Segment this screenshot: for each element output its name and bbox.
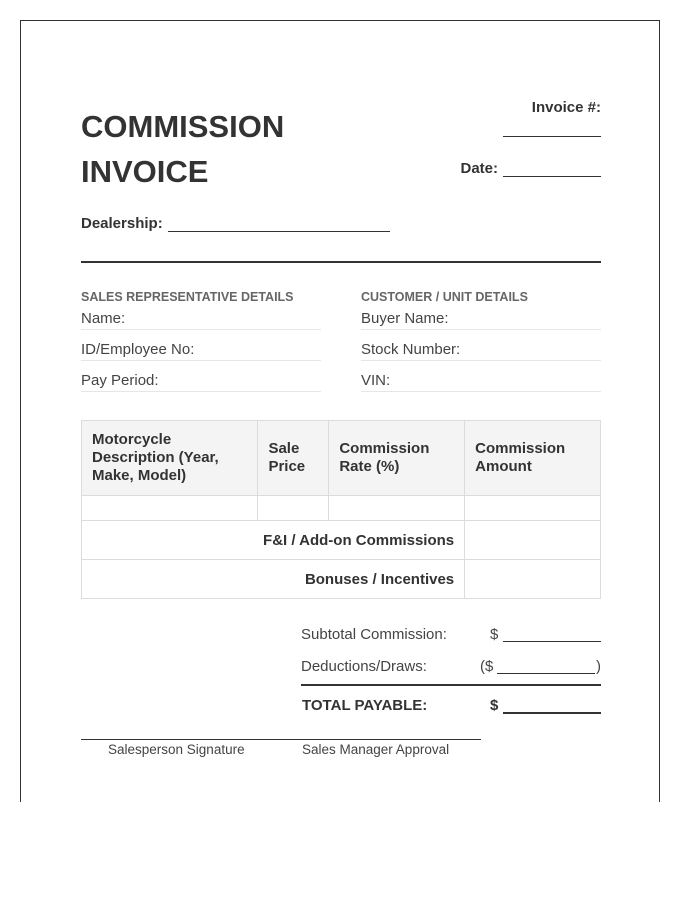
deductions-prefix: ($ xyxy=(480,658,494,675)
fi-addon-amount-cell[interactable] xyxy=(465,521,601,560)
table-header-row xyxy=(82,421,601,496)
table-row xyxy=(82,521,601,560)
bonuses-amount-cell[interactable] xyxy=(465,560,601,599)
total-payable-label: TOTAL PAYABLE: xyxy=(302,697,428,714)
dealership-label: Dealership: xyxy=(81,215,163,232)
date-row xyxy=(460,160,601,177)
subtotal-field[interactable] xyxy=(503,641,601,642)
fi-addon-label: F&I / Add-on Commissions xyxy=(82,521,465,560)
invoice-number-label: Invoice #: xyxy=(531,99,601,116)
total-payable-field[interactable] xyxy=(503,712,601,714)
pay-period-field[interactable]: Pay Period: xyxy=(81,372,321,392)
total-divider xyxy=(301,684,601,686)
deductions-suffix: ) xyxy=(596,658,601,675)
bonuses-label: Bonuses / Incentives xyxy=(82,560,465,599)
page-title xyxy=(81,104,341,194)
customer-heading: CUSTOMER / UNIT DETAILS xyxy=(361,290,528,304)
buyer-name-field[interactable]: Buyer Name: xyxy=(361,310,601,330)
date-label: Date: xyxy=(460,160,498,177)
rep-id-field[interactable]: ID/Employee No: xyxy=(81,341,321,361)
subtotal-label: Subtotal Commission: xyxy=(301,626,447,643)
title-line-1: COMMISSION xyxy=(81,109,285,144)
salesperson-signature-label: Salesperson Signature xyxy=(108,742,245,757)
dealership-row xyxy=(81,215,390,232)
date-field[interactable] xyxy=(503,161,601,177)
commission-table xyxy=(81,420,601,599)
deductions-label: Deductions/Draws: xyxy=(301,658,427,675)
col-sale-price: Sale Price xyxy=(258,421,329,496)
subtotal-dollar: $ xyxy=(490,626,499,643)
total-dollar: $ xyxy=(490,697,499,714)
commission-rate-cell[interactable] xyxy=(329,496,465,521)
stock-number-field[interactable]: Stock Number: xyxy=(361,341,601,361)
deductions-field[interactable] xyxy=(497,673,595,674)
sale-price-cell[interactable] xyxy=(258,496,329,521)
commission-amount-cell[interactable] xyxy=(465,496,601,521)
description-cell[interactable] xyxy=(82,496,258,521)
rep-name-field[interactable]: Name: xyxy=(81,310,321,330)
invoice-number-field[interactable] xyxy=(503,136,601,137)
header-divider xyxy=(81,261,601,263)
col-description: Motorcycle Description (Year, Make, Model) xyxy=(82,421,258,496)
table-row xyxy=(82,496,601,521)
dealership-field[interactable] xyxy=(168,216,390,232)
col-commission-rate: Commission Rate (%) xyxy=(329,421,465,496)
signature-line[interactable] xyxy=(81,739,481,740)
col-commission-amount: Commission Amount xyxy=(465,421,601,496)
manager-approval-label: Sales Manager Approval xyxy=(302,742,450,757)
sales-rep-heading: SALES REPRESENTATIVE DETAILS xyxy=(81,290,294,304)
vin-field[interactable]: VIN: xyxy=(361,372,601,392)
table-row xyxy=(82,560,601,599)
title-line-2: INVOICE xyxy=(81,154,209,189)
